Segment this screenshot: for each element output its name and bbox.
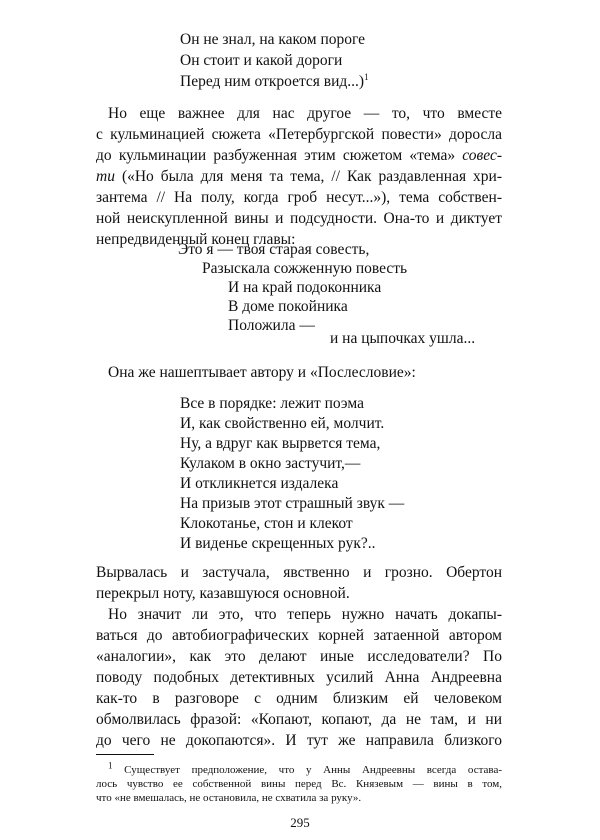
paragraph-line: с кульминацией сюжета «Петербургской повести» доросла xyxy=(96,126,502,143)
footnote-rule xyxy=(96,754,154,755)
paragraph-line: «аналогии», как это делают иные исследователи? По xyxy=(96,648,502,665)
verse-line: и на цыпочках ушла... xyxy=(330,330,476,347)
verse-line: Он стоит и какой дороги xyxy=(180,52,343,69)
paragraph-line: до кульминации разбуженная этим сюжетом «тема» совес- xyxy=(96,147,502,164)
footnote-line: что «не вмешалась, не остановила, не схватила за руку». xyxy=(96,792,362,804)
verse-line: И виденье скрещенных рук?.. xyxy=(180,535,376,552)
verse-line: В доме покойника xyxy=(228,298,348,315)
paragraph-line: Вырвалась и застучала, явственно и грозно. Обертон xyxy=(96,564,502,581)
footnote-mark: 1 xyxy=(364,71,369,82)
verse-line: Разыскала сожженную повесть xyxy=(202,260,408,277)
verse-line: Клокотанье, стон и клекот xyxy=(180,515,353,532)
verse-line: Положила — xyxy=(228,317,315,334)
footnote-line: лось чувство ее собственной вины перед Вс. Князевым — вины в том, xyxy=(96,778,502,790)
verse-line: Это я — твоя старая совесть, xyxy=(178,241,370,258)
paragraph-line: обмолвилась фразой: «Копают, копают, да не там, и ни xyxy=(96,711,502,728)
paragraph-line: как-то в разговоре с одним близким ей человеком xyxy=(96,690,502,707)
verse-line: Кулаком в окно застучит,— xyxy=(180,455,361,472)
verse-line: На призыв этот страшный звук — xyxy=(180,495,405,512)
verse-line: Перед ним откроется вид...)$^1$ xyxy=(180,71,369,90)
paragraph-line: зантема // На полу, когда гроб несут...»), тема собствен- xyxy=(96,189,502,206)
paragraph-line: Она же нашептывает автору и «Послесловие»: xyxy=(108,364,416,381)
paragraph-line: ти («Но была для меня та тема, // Как раздавленная хри- xyxy=(96,168,503,185)
verse-line: Он не знал, на каком пороге xyxy=(180,31,366,48)
verse-line: Ну, а вдруг как вырвется тема, xyxy=(180,435,381,452)
paragraph-line: ной неискупленной вины и подсудности. Она-то и диктует xyxy=(96,210,502,227)
footnote-line: $^1$ Существует предположение, что у Анны Андреевны всегда остава- xyxy=(108,760,502,776)
footnote-mark: 1 xyxy=(108,760,113,771)
paragraph-line: Но еще важнее для нас другое — то, что вместе xyxy=(108,105,502,122)
verse-line: И откликнется издалека xyxy=(180,475,339,492)
verse-line: Все в порядке: лежит поэма xyxy=(180,395,364,412)
paragraph-line: непредвиденный конец главы: xyxy=(96,231,296,248)
paragraph-line: Но значит ли это, что теперь нужно начать докапы- xyxy=(108,606,502,623)
paragraph-line: до чего не докопаются». И тут же направила близкого xyxy=(96,732,502,749)
verse-line: И, как свойственно ей, молчит. xyxy=(180,415,385,432)
paragraph-line: перекрыл ноту, казавшуюся основной. xyxy=(96,585,350,602)
verse-line: И на край подоконника xyxy=(228,279,382,296)
paragraph-line: поводу подобных детективных усилий Анна Андреевна xyxy=(96,669,502,686)
page-number: 295 xyxy=(290,815,310,830)
paragraph-line: ваться до автобиографических корней затаенной автором xyxy=(96,627,502,644)
